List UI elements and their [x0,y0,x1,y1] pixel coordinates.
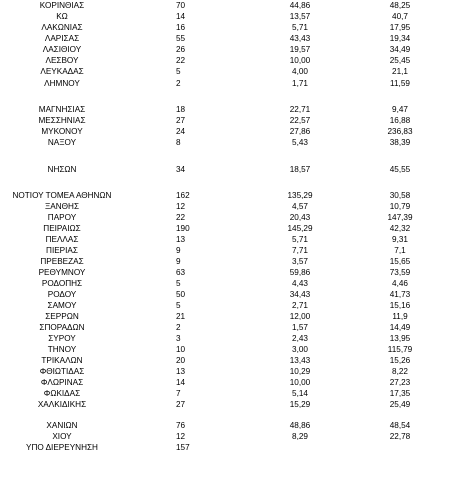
cell-ratio: 27,23 [389,378,411,387]
cell-region-name: ΛΑΣΙΘΙΟΥ [42,45,82,54]
cell-value: 15,29 [289,400,311,409]
cell-region-name: ΣΥΡΟΥ [48,334,76,343]
cell-region-name: ΠΕΙΡΑΙΩΣ [43,224,81,233]
cell-ratio: 21,1 [392,67,408,76]
table-row [0,278,452,289]
cell-value: 5,71 [292,23,308,32]
cell-count: 18 [176,105,186,114]
table-row [0,355,452,366]
cell-count: 157 [176,443,190,452]
table-row [0,245,452,256]
table-row [0,66,452,77]
table-row [0,212,452,223]
cell-count: 162 [176,191,190,200]
cell-value: 2,43 [292,334,308,343]
cell-region-name: ΡΕΘΥΜΝΟΥ [38,268,86,277]
cell-value: 8,29 [292,432,308,441]
cell-count: 9 [176,246,181,255]
cell-region-name: ΜΑΓΝΗΣΙΑΣ [38,105,86,114]
cell-value: 22,71 [289,105,311,114]
table-row [0,322,452,333]
cell-value: 135,29 [287,191,313,200]
cell-ratio: 115,79 [387,345,413,354]
cell-value: 5,43 [292,138,308,147]
table-row [0,267,452,278]
table-row [0,115,452,126]
cell-region-name: ΦΩΚΙΔΑΣ [43,389,81,398]
table-row [0,137,452,148]
cell-ratio: 9,47 [392,105,408,114]
cell-value: 5,71 [292,235,308,244]
cell-region-name: ΧΑΝΙΩΝ [46,421,78,430]
cell-value: 3,00 [292,345,308,354]
cell-ratio: 38,39 [389,138,411,147]
cell-count: 9 [176,257,181,266]
table-row [0,442,452,453]
cell-ratio: 34,49 [389,45,411,54]
cell-region-name: ΡΟΔΟΥ [47,290,77,299]
cell-region-name: ΧΙΟΥ [52,432,72,441]
table-row [0,388,452,399]
cell-value: 44,86 [289,1,311,10]
cell-ratio: 30,58 [389,191,411,200]
cell-ratio: 15,26 [389,356,411,365]
cell-ratio: 17,95 [389,23,411,32]
cell-count: 50 [176,290,186,299]
table-row [0,22,452,33]
cell-count: 21 [176,312,186,321]
cell-count: 14 [176,12,186,21]
cell-region-name: ΜΕΣΣΗΝΙΑΣ [38,116,86,125]
cell-ratio: 10,79 [389,202,411,211]
cell-count: 27 [176,116,186,125]
cell-ratio: 17,35 [389,389,411,398]
cell-ratio: 25,49 [389,400,411,409]
cell-value: 2,71 [292,301,308,310]
cell-region-name: ΞΑΝΘΗΣ [44,202,80,211]
cell-value: 4,43 [292,279,308,288]
cell-value: 43,43 [289,34,311,43]
table-row [0,201,452,212]
cell-region-name: ΧΑΛΚΙΔΙΚΗΣ [37,400,87,409]
cell-region-name: ΝΟΤΙΟΥ ΤΟΜΕΑ ΑΘΗΝΩΝ [12,191,112,200]
table-row [0,234,452,245]
cell-ratio: 7,1 [394,246,406,255]
cell-count: 22 [176,56,186,65]
cell-value: 10,29 [289,367,311,376]
cell-region-name: ΠΙΕΡΙΑΣ [46,246,78,255]
cell-region-name: ΦΘΙΩΤΙΔΑΣ [39,367,85,376]
cell-count: 10 [176,345,186,354]
cell-count: 12 [176,202,186,211]
cell-ratio: 48,25 [389,1,411,10]
cell-region-name: ΛΕΣΒΟΥ [45,56,79,65]
cell-ratio: 25,45 [389,56,411,65]
cell-count: 12 [176,432,186,441]
table-row [0,164,452,175]
table-row [0,399,452,410]
cell-ratio: 13,95 [389,334,411,343]
table-row [0,11,452,22]
cell-region-name: ΠΕΛΛΑΣ [45,235,79,244]
cell-region-name: ΤΡΙΚΑΛΩΝ [41,356,83,365]
cell-value: 20,43 [289,213,311,222]
table-row [0,256,452,267]
cell-value: 59,86 [289,268,311,277]
cell-ratio: 40,7 [392,12,408,21]
cell-count: 14 [176,378,186,387]
cell-count: 26 [176,45,186,54]
cell-value: 4,57 [292,202,308,211]
cell-ratio: 15,16 [389,301,411,310]
table-row [0,420,452,431]
cell-count: 22 [176,213,186,222]
table-row [0,190,452,201]
cell-region-name: ΝΗΣΩΝ [47,165,77,174]
cell-count: 76 [176,421,186,430]
cell-ratio: 15,65 [389,257,411,266]
cell-count: 13 [176,235,186,244]
table-row [0,344,452,355]
cell-region-name: ΝΑΞΟΥ [47,138,77,147]
cell-region-name: ΠΑΡΟΥ [47,213,77,222]
cell-value: 3,57 [292,257,308,266]
cell-count: 7 [176,389,181,398]
cell-ratio: 22,78 [389,432,411,441]
cell-region-name: ΛΕΥΚΑΔΑΣ [40,67,84,76]
cell-ratio: 14,49 [389,323,411,332]
cell-count: 2 [176,323,181,332]
cell-value: 19,57 [289,45,311,54]
cell-region-name: ΠΡΕΒΕΖΑΣ [40,257,84,266]
cell-ratio: 8,22 [392,367,408,376]
cell-region-name: ΛΗΜΝΟΥ [44,79,80,88]
cell-count: 55 [176,34,186,43]
table-row [0,78,452,89]
cell-region-name: ΣΠΟΡΑΔΩΝ [39,323,85,332]
cell-region-name: ΣΕΡΡΩΝ [45,312,79,321]
cell-value: 10,00 [289,56,311,65]
table-row [0,311,452,322]
cell-region-name: ΛΑΡΙΣΑΣ [44,34,80,43]
cell-ratio: 16,88 [389,116,411,125]
cell-region-name: ΚΩ [56,12,68,21]
cell-region-name: ΣΑΜΟΥ [47,301,77,310]
cell-count: 5 [176,67,181,76]
cell-value: 1,57 [292,323,308,332]
cell-value: 13,57 [289,12,311,21]
table-row [0,333,452,344]
cell-region-name: ΚΟΡΙΝΘΙΑΣ [39,1,85,10]
cell-region-name: ΤΗΝΟΥ [47,345,77,354]
cell-count: 16 [176,23,186,32]
cell-ratio: 19,34 [389,34,411,43]
table-row [0,431,452,442]
cell-ratio: 9,31 [392,235,408,244]
table-row [0,55,452,66]
cell-region-name: ΛΑΚΩΝΙΑΣ [41,23,83,32]
cell-value: 7,71 [292,246,308,255]
cell-value: 1,71 [292,79,308,88]
table-row [0,104,452,115]
cell-value: 18,57 [289,165,311,174]
table-row [0,126,452,137]
cell-ratio: 236,83 [387,127,413,136]
cell-ratio: 73,59 [389,268,411,277]
cell-ratio: 45,55 [389,165,411,174]
cell-ratio: 48,54 [389,421,411,430]
cell-count: 20 [176,356,186,365]
cell-value: 22,57 [289,116,311,125]
cell-region-name: ΡΟΔΟΠΗΣ [41,279,83,288]
cell-value: 34,43 [289,290,311,299]
cell-value: 27,86 [289,127,311,136]
cell-count: 5 [176,279,181,288]
cell-value: 48,86 [289,421,311,430]
cell-ratio: 41,73 [389,290,411,299]
cell-ratio: 11,9 [392,312,408,321]
table-row [0,0,452,11]
table-row [0,366,452,377]
cell-count: 24 [176,127,186,136]
cell-count: 34 [176,165,186,174]
cell-count: 70 [176,1,186,10]
cell-value: 5,14 [292,389,308,398]
cell-count: 5 [176,301,181,310]
table-row [0,223,452,234]
table-row [0,300,452,311]
cell-count: 3 [176,334,181,343]
cell-region-name: ΦΛΩΡΙΝΑΣ [40,378,84,387]
table-row [0,44,452,55]
cell-count: 13 [176,367,186,376]
cell-region-name: ΥΠΟ ΔΙΕΡΕΥΝΗΣΗ [26,443,98,452]
cell-value: 4,00 [292,67,308,76]
cell-ratio: 11,59 [390,79,410,88]
cell-count: 27 [176,400,186,409]
cell-region-name: ΜΥΚΟΝΟΥ [41,127,83,136]
cell-count: 63 [176,268,186,277]
cell-value: 12,00 [289,312,311,321]
table-row [0,289,452,300]
cell-value: 145,29 [287,224,313,233]
cell-ratio: 147,39 [387,213,413,222]
table-row [0,33,452,44]
cell-count: 2 [176,79,181,88]
cell-count: 190 [176,224,190,233]
cell-count: 8 [176,138,181,147]
cell-value: 13,43 [289,356,311,365]
table-row [0,377,452,388]
cell-value: 10,00 [289,378,311,387]
cell-ratio: 42,32 [389,224,411,233]
cell-ratio: 4,46 [392,279,408,288]
